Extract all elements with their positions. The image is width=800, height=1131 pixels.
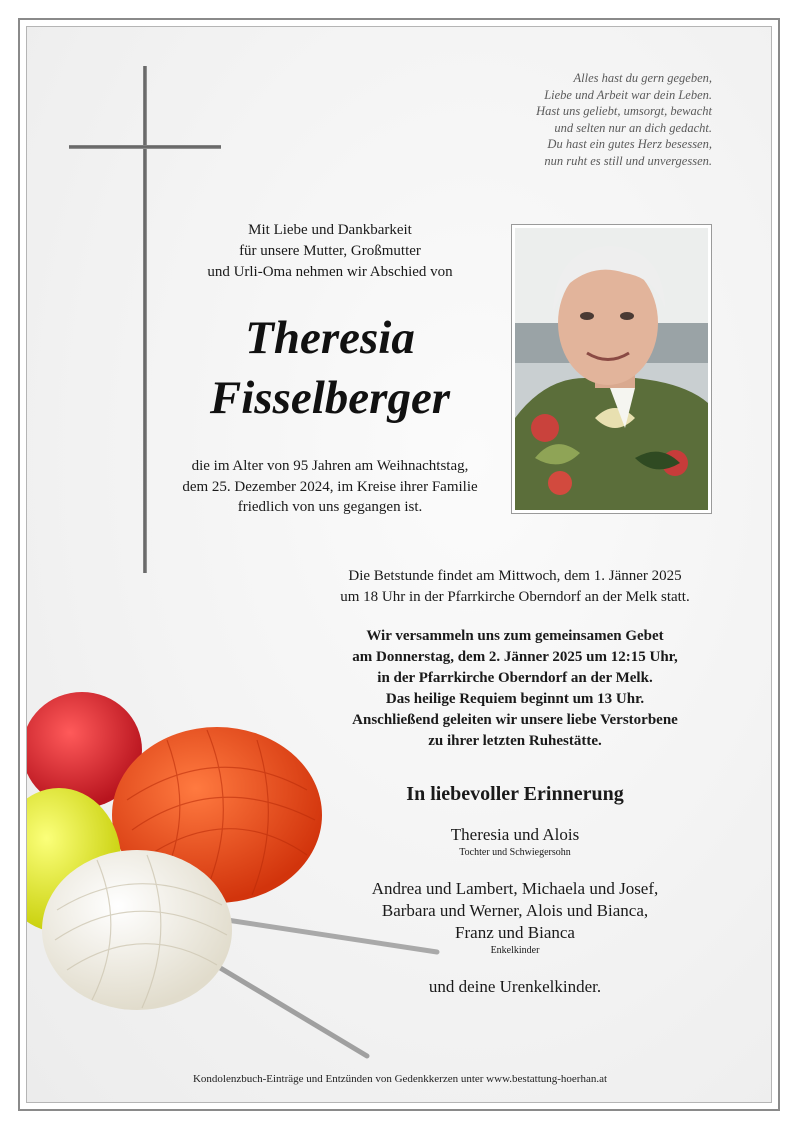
poem-line: nun ruht es still und unvergessen.	[544, 153, 712, 168]
death-line: dem 25. Dezember 2024, im Kreise ihrer Familie	[182, 478, 478, 495]
rosary-info	[300, 566, 730, 608]
portrait-image	[515, 228, 708, 510]
children-names: Theresia und Alois	[450, 825, 580, 844]
intro-line: für unsere Mutter, Großmutter	[239, 243, 421, 259]
funeral-line: Das heilige Requiem beginnt um 13 Uhr.	[385, 691, 645, 707]
poem-line: Liebe und Arbeit war dein Leben.	[544, 87, 712, 102]
intro-line: und Urli-Oma nehmen wir Abschied von	[207, 264, 453, 280]
memory-heading: In liebevoller Erinnerung	[406, 783, 624, 805]
poem-line: Alles hast du gern gegeben,	[573, 71, 712, 85]
grandchildren-line: Franz und Bianca	[455, 923, 575, 942]
grandchildren-relation: Enkelkinder	[490, 945, 540, 956]
poem-line: Du hast ein gutes Herz besessen,	[547, 137, 712, 152]
funeral-line: am Donnerstag, dem 2. Jänner 2025 um 12:15 Uhr,	[352, 649, 678, 665]
poem-line: Hast uns geliebt, umsorgt, bewacht	[536, 104, 712, 119]
poem-line: und selten nur an dich gedacht.	[554, 120, 712, 135]
cross-icon	[143, 66, 147, 573]
funeral-line: Wir versammeln uns zum gemeinsamen Gebet	[366, 628, 664, 644]
grandchildren-line: Andrea und Lambert, Michaela und Josef,	[371, 879, 659, 898]
rosary-line: um 18 Uhr in der Pfarrkirche Oberndorf an der Melk statt.	[340, 589, 690, 605]
footer-note: Kondolenzbuch-Einträge und Entzünden von Gedenkkerzen unter www.bestattung-hoerhan.at	[192, 1073, 608, 1085]
deceased-name	[150, 308, 510, 428]
yarn-illustration	[27, 680, 467, 1060]
funeral-line: Anschließend geleiten wir unsere liebe Verstorbene	[352, 712, 678, 728]
rosary-line: Die Betstunde findet am Mittwoch, dem 1. Jänner 2025	[348, 568, 682, 584]
yarn-balls-icon	[27, 680, 467, 1060]
intro-line: Mit Liebe und Dankbarkeit	[248, 222, 412, 238]
funeral-line: zu ihrer letzten Ruhestätte.	[428, 733, 602, 749]
poem	[392, 70, 712, 170]
death-line: friedlich von uns gegangen ist.	[237, 499, 423, 515]
death-line: die im Alter von 95 Jahren am Weihnachtstag,	[191, 458, 469, 474]
intro-text	[170, 220, 490, 283]
cross-icon-bar	[69, 145, 221, 149]
great-grandchildren: und deine Urenkelkinder.	[428, 977, 602, 996]
first-name: Theresia	[245, 312, 415, 364]
grandchildren-line: Barbara und Werner, Alois und Bianca,	[381, 901, 649, 920]
portrait-photo	[511, 224, 712, 514]
last-name: Fisselberger	[209, 372, 451, 424]
death-notice	[150, 456, 510, 518]
funeral-line: in der Pfarrkirche Oberndorf an der Melk.	[377, 670, 653, 686]
children-relation: Tochter und Schwiegersohn	[459, 847, 571, 858]
